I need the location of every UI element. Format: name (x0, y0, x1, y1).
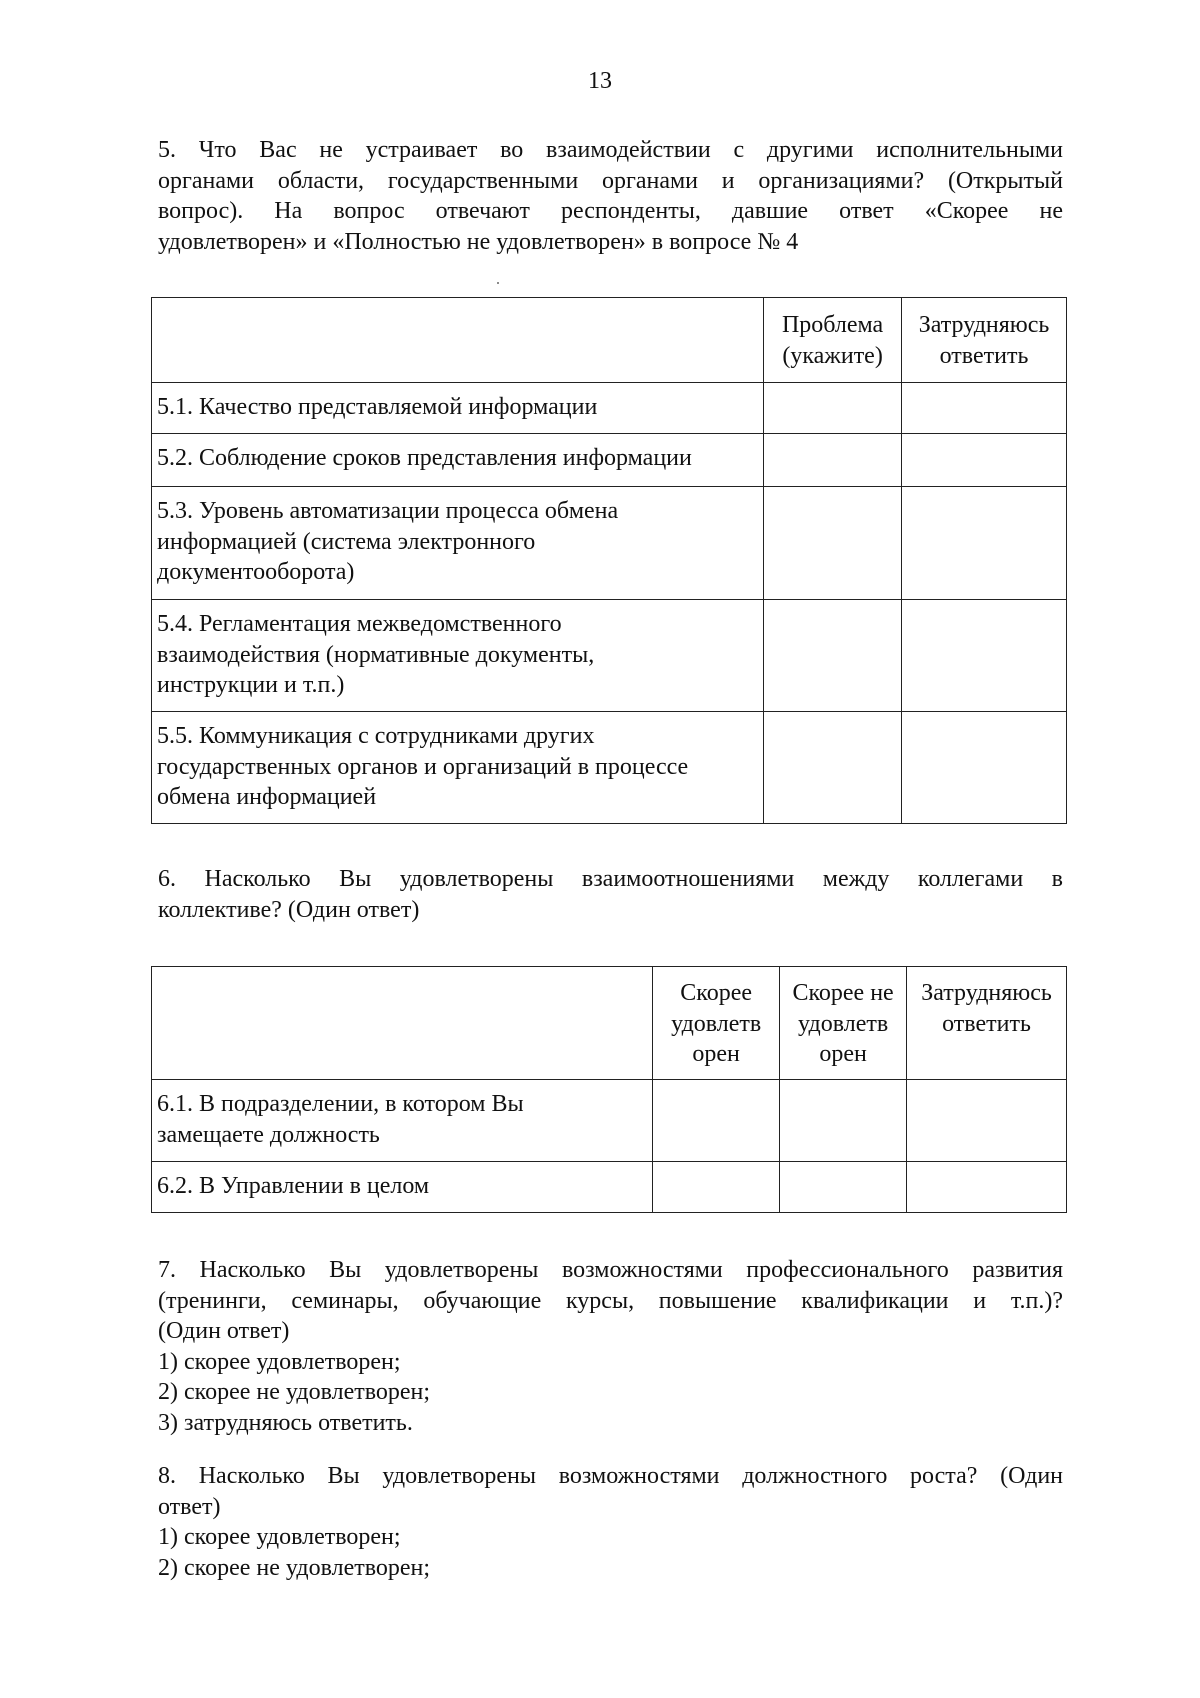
row-label: 5.3. Уровень автоматизации процесса обмена информацией (система электронного документооборота) (152, 487, 764, 600)
question-5-table (151, 297, 1067, 824)
question-5-line: вопрос). На вопрос отвечают респонденты, давшие ответ «Скорее не (158, 198, 1063, 224)
question-7-text (158, 1255, 1063, 1438)
row-label: 5.5. Коммуникация с сотрудниками других государственных органов и организаций в процессе обмена информацией (152, 712, 764, 824)
answer-cell-rather-satisfied[interactable] (653, 1080, 780, 1162)
answer-cell-rather-satisfied[interactable] (653, 1162, 780, 1213)
answer-cell-hard-to-answer[interactable] (907, 1162, 1067, 1213)
answer-cell-hard-to-answer[interactable] (902, 712, 1067, 824)
table-row (152, 1162, 1067, 1213)
question-5-line: органами области, государственными органами и организациями? (Открытый (158, 167, 1063, 194)
row-label: 5.4. Регламентация межведомственного взаимодействия (нормативные документы, инструкции и т.п.) (152, 600, 764, 712)
answer-cell-rather-not-satisfied[interactable] (780, 1080, 907, 1162)
table-row (152, 712, 1067, 824)
answer-cell-problem[interactable] (764, 383, 902, 434)
table-row (152, 383, 1067, 434)
table-header-row (152, 967, 1067, 1080)
header-cell-rather-not-satisfied: Скорее не удовлетв орен (780, 967, 907, 1080)
table-row (152, 600, 1067, 712)
header-cell-empty (152, 967, 653, 1080)
header-cell-rather-satisfied: Скорее удовлетв орен (653, 967, 780, 1080)
table-row (152, 434, 1067, 487)
answer-cell-hard-to-answer[interactable] (907, 1080, 1067, 1162)
answer-cell-hard-to-answer[interactable] (902, 487, 1067, 600)
header-cell-problem: Проблема (укажите) (764, 298, 902, 383)
question-5-line: 5. Что Вас не устраивает во взаимодействии с другими исполнительными (158, 137, 1063, 163)
row-label: 6.2. В Управлении в целом (152, 1162, 653, 1213)
table-header-row (152, 298, 1067, 383)
question-5-line: удовлетворен» и «Полностью не удовлетворен» в вопросе № 4 (158, 228, 799, 255)
question-6-line: коллективе? (Один ответ) (158, 896, 420, 923)
question-7-line: 7. Насколько Вы удовлетворены возможностями профессионального развития (158, 1257, 1063, 1283)
header-cell-hard-to-answer: Затрудняюсь ответить (907, 967, 1067, 1080)
answer-option: 2) скорее не удовлетворен; (158, 1379, 431, 1405)
question-8-line: 8. Насколько Вы удовлетворены возможностями должностного роста? (Один (158, 1463, 1063, 1489)
scan-speck (497, 282, 499, 284)
answer-cell-problem[interactable] (764, 600, 902, 712)
header-cell-hard-to-answer: Затрудняюсь ответить (902, 298, 1067, 383)
answer-cell-problem[interactable] (764, 434, 902, 487)
question-7-line: (Один ответ) (158, 1318, 290, 1344)
answer-cell-problem[interactable] (764, 712, 902, 824)
header-cell-empty (152, 298, 764, 383)
table-row (152, 1080, 1067, 1162)
answer-cell-hard-to-answer[interactable] (902, 434, 1067, 487)
question-7-line: (тренинги, семинары, обучающие курсы, повышение квалификации и т.п.)? (158, 1287, 1063, 1314)
answer-option: 2) скорее не удовлетворен; (158, 1554, 431, 1581)
answer-option: 1) скорее удовлетворен; (158, 1348, 401, 1375)
answer-option: 1) скорее удовлетворен; (158, 1524, 401, 1550)
table-row (152, 487, 1067, 600)
question-8-line: ответ) (158, 1493, 221, 1520)
question-6-text (158, 864, 1063, 925)
question-5-text (158, 135, 1063, 257)
row-label: 5.1. Качество представляемой информации (152, 383, 764, 434)
question-6-line: 6. Насколько Вы удовлетворены взаимоотношениями между коллегами в (158, 866, 1063, 892)
page-number: 13 (588, 68, 612, 94)
question-8-text (158, 1461, 1063, 1583)
answer-cell-rather-not-satisfied[interactable] (780, 1162, 907, 1213)
answer-cell-hard-to-answer[interactable] (902, 600, 1067, 712)
question-6-table (151, 966, 1067, 1213)
row-label: 6.1. В подразделении, в котором Вы замещаете должность (152, 1080, 653, 1162)
answer-cell-hard-to-answer[interactable] (902, 383, 1067, 434)
row-label: 5.2. Соблюдение сроков представления информации (152, 434, 764, 487)
answer-cell-problem[interactable] (764, 487, 902, 600)
answer-option: 3) затрудняюсь ответить. (158, 1409, 413, 1436)
